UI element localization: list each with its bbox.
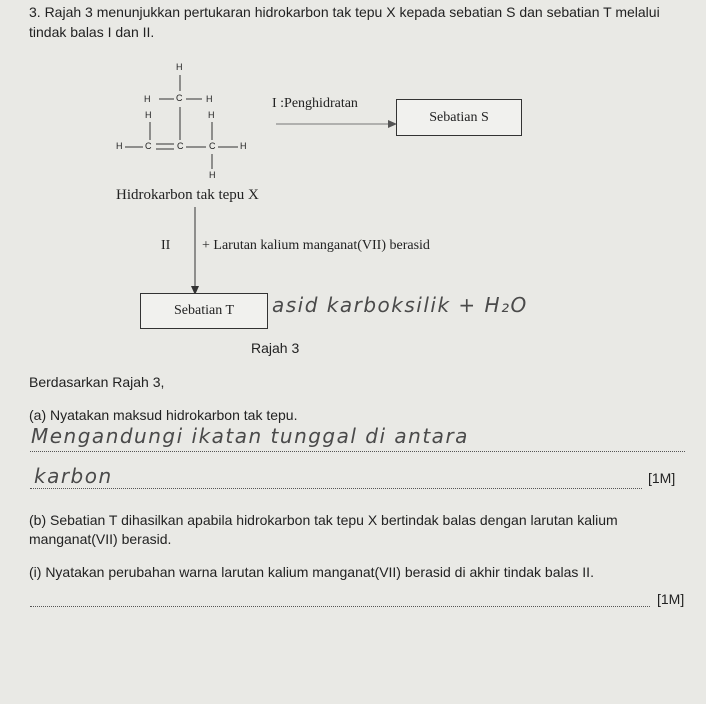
atom-h-bottom: H bbox=[209, 170, 216, 180]
atom-c-left: C bbox=[145, 141, 152, 151]
part-b-line2: manganat(VII) berasid. bbox=[29, 531, 172, 547]
step2-reagent: + Larutan kalium manganat(VII) berasid bbox=[202, 238, 430, 253]
arrow-step2 bbox=[189, 207, 201, 295]
hydrocarbon-label: Hidrokarbon tak tepu X bbox=[116, 187, 259, 203]
answer-line-3[interactable] bbox=[30, 606, 650, 607]
prompt-text: Berdasarkan Rajah 3, bbox=[29, 374, 165, 390]
question-intro-line2: tindak balas I dan II. bbox=[29, 24, 155, 40]
step2-numeral: II bbox=[161, 238, 171, 253]
atom-h-top: H bbox=[176, 62, 183, 72]
compound-s-box bbox=[396, 99, 522, 136]
structural-bonds bbox=[110, 55, 270, 185]
figure-caption: Rajah 3 bbox=[251, 340, 300, 356]
atom-h-far-right: H bbox=[240, 141, 247, 151]
compound-t-label: Sebatian T bbox=[173, 303, 234, 318]
part-bi-question: (i) Nyatakan perubahan warna larutan kalium manganat(VII) berasid di akhir tindak balas II. bbox=[29, 564, 594, 580]
part-bi-marks: [1M] bbox=[657, 591, 685, 607]
atom-h-mid-right: H bbox=[208, 110, 215, 120]
atom-h-mid-left: H bbox=[145, 110, 152, 120]
atom-h-left: H bbox=[144, 94, 151, 104]
part-a-marks: [1M] bbox=[648, 470, 676, 486]
compound-t-box bbox=[140, 293, 268, 329]
atom-c-top: C bbox=[176, 93, 183, 103]
answer-line-1 bbox=[30, 451, 685, 452]
atom-c-mid: C bbox=[177, 141, 184, 151]
part-a-answer-line1[interactable]: Mengandungi ikatan tunggal di antara bbox=[31, 424, 469, 448]
part-a-answer-line2[interactable]: karbon bbox=[34, 464, 113, 488]
step1-label: I :Penghidratan bbox=[272, 96, 358, 111]
atom-h-far-left: H bbox=[116, 141, 123, 151]
atom-h-right-top: H bbox=[206, 94, 213, 104]
atom-c-right: C bbox=[209, 141, 216, 151]
handwritten-compound-t: asid karboksilik + H₂O bbox=[272, 293, 528, 317]
answer-line-2 bbox=[30, 488, 642, 489]
part-b-line1: (b) Sebatian T dihasilkan apabila hidrokarbon tak tepu X bertindak balas dengan larutan kalium bbox=[29, 512, 618, 528]
compound-s-label: Sebatian S bbox=[429, 109, 489, 125]
arrow-step1 bbox=[276, 118, 398, 130]
question-intro-line1: 3. Rajah 3 menunjukkan pertukaran hidrokarbon tak tepu X kepada sebatian S dan sebatian T melalui bbox=[29, 4, 660, 20]
part-a-question: (a) Nyatakan maksud hidrokarbon tak tepu. bbox=[29, 407, 298, 423]
